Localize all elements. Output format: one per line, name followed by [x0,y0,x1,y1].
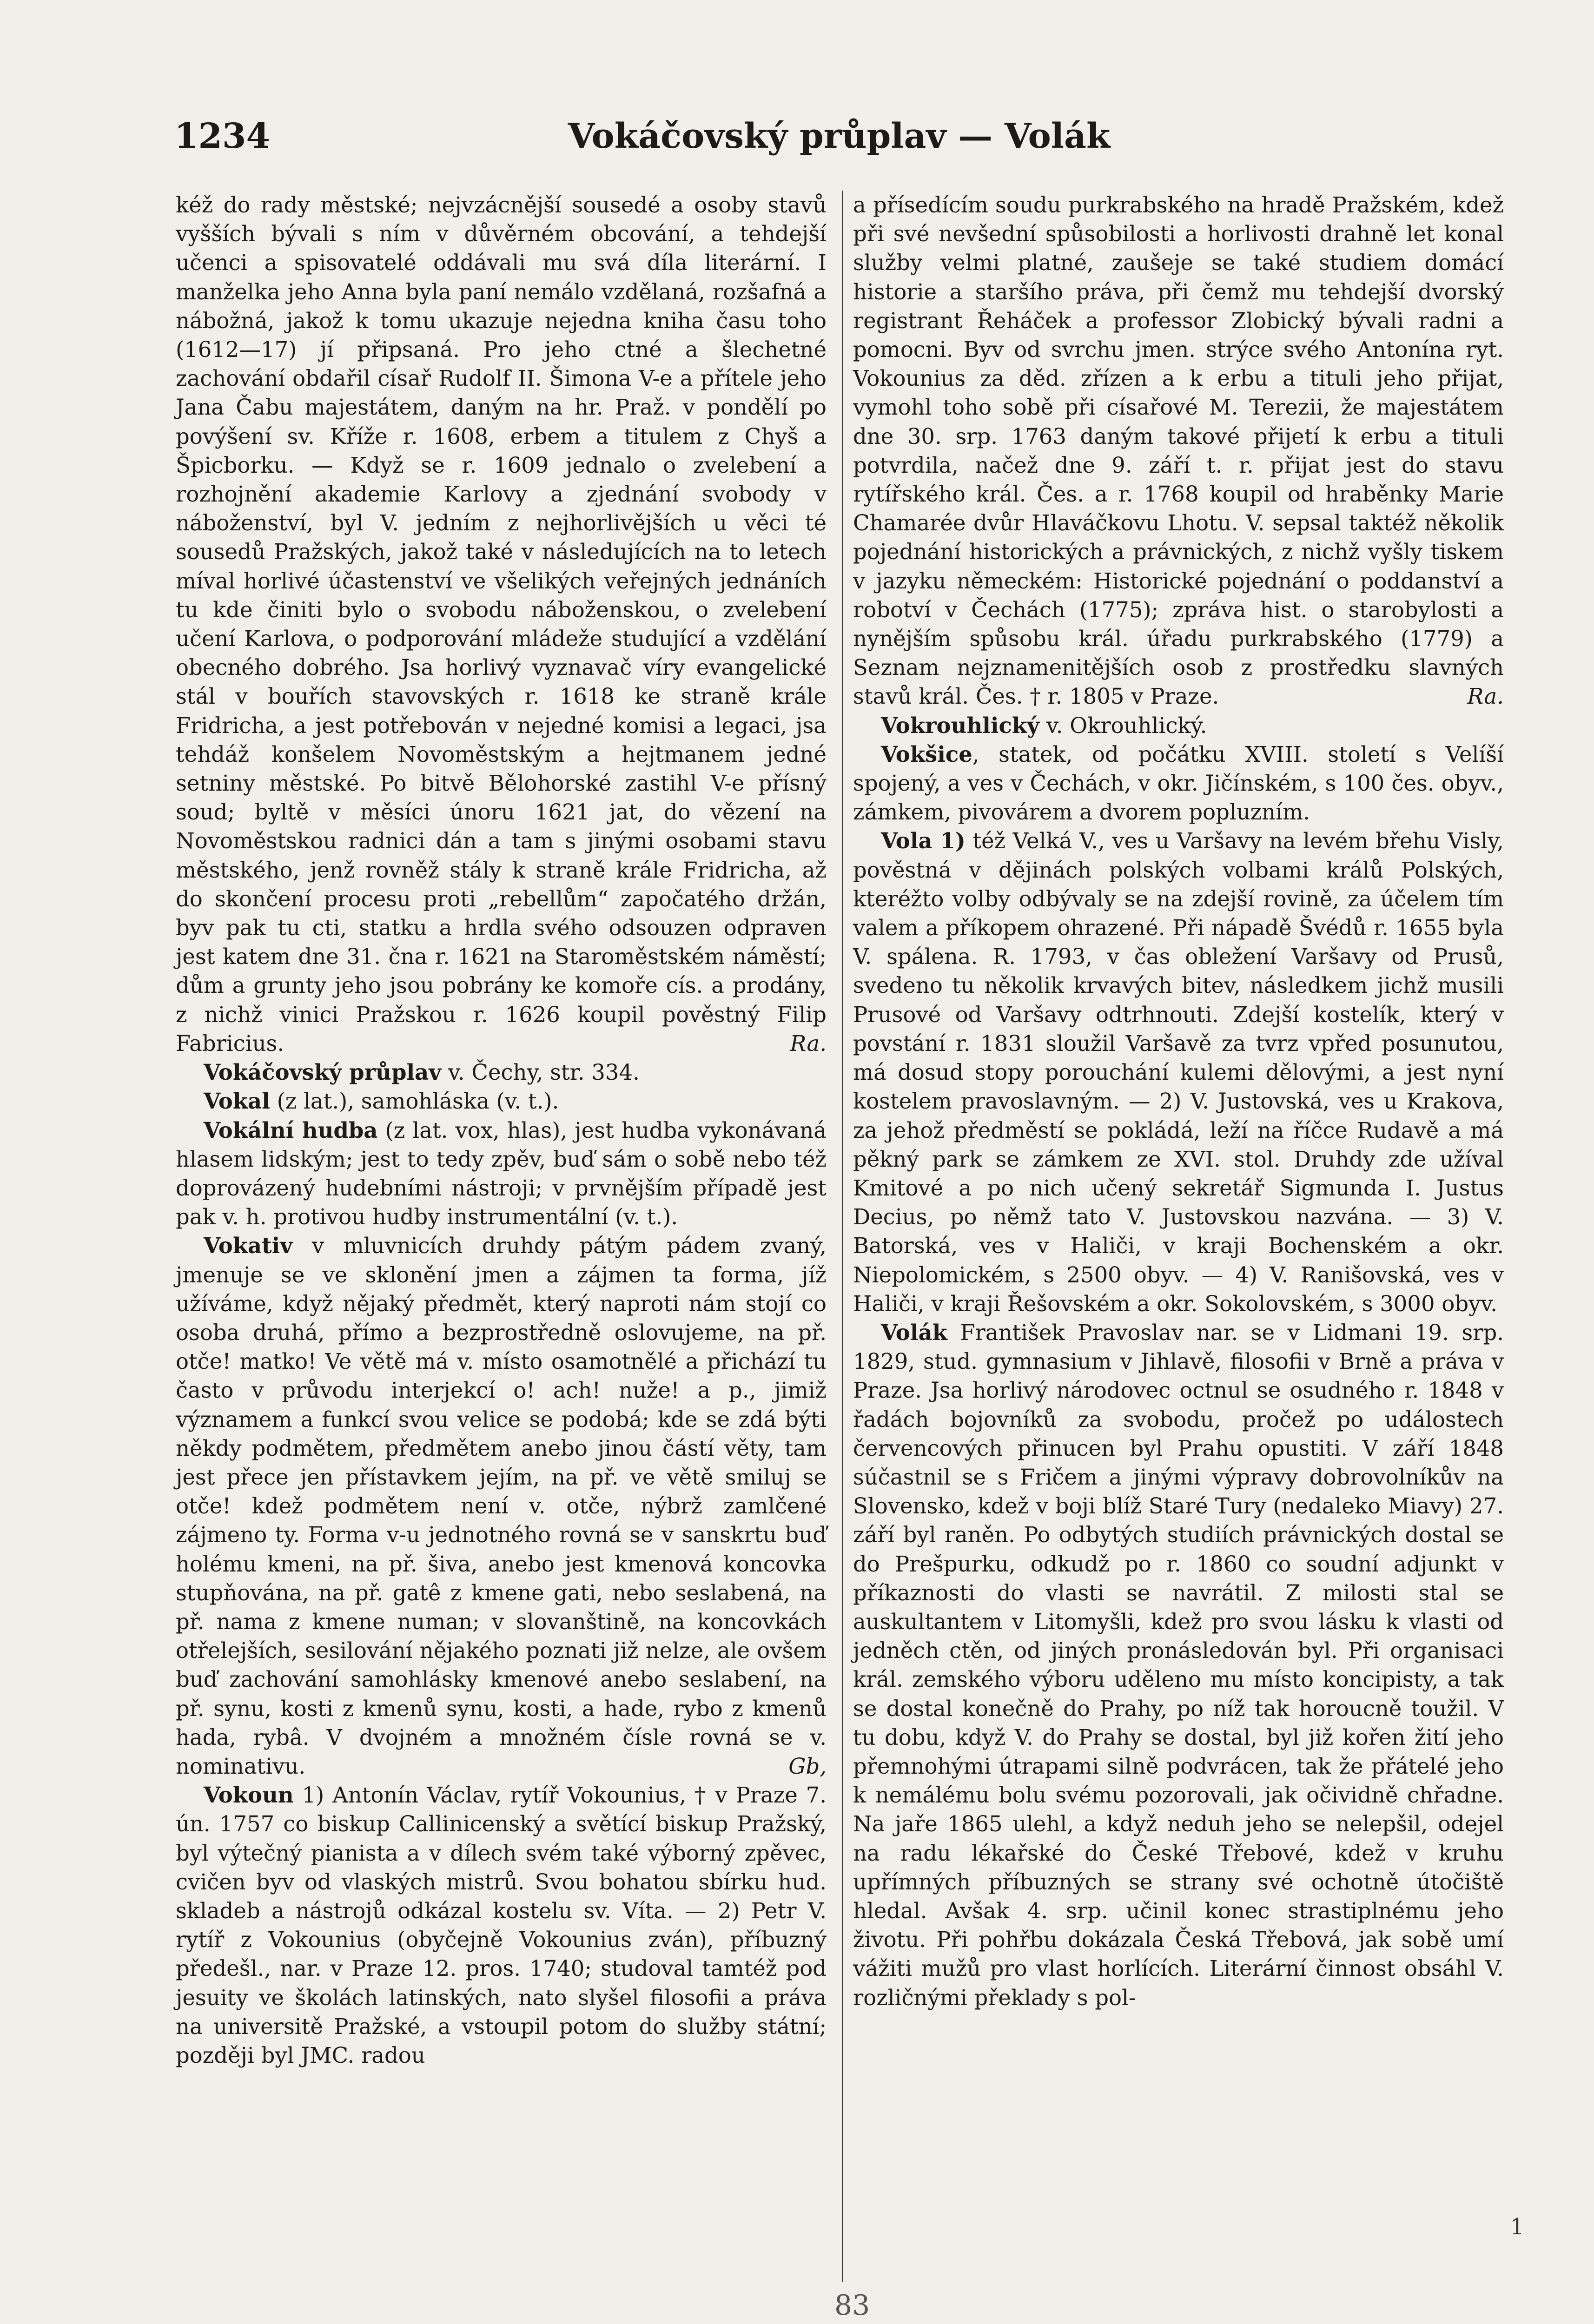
entry-text: (z lat.), samohláska (v. t.). [277,1089,559,1114]
author-sign: Gb, [788,1753,827,1779]
entry-head: Vokativ [204,1233,293,1259]
entry-text: v mluvnicích druhdy pátým pádem zvaný, jmenuje se ve sklonění jmen a zájmen ta forma, jíž užíváme, když nějaký předmět, který naproti nám stojí co osoba druhá, přímo a bezprostředně oslovujeme, na př. otče! matko! Ve větě má v. místo osamotnělé a přichází tu často v průvodu interjekcí o! ach! nuže! a p., jimiž významem a funkcí svou velice se podobá; kde se zdá býti někdy podmětem, předmětem anebo jinou částí věty, tam jest přece jen přístavkem jejím, na př. ve větě smiluj se otče! kdež podmětem není v. otče, nýbrž zamlčené zájmeno ty. Forma v-u jednotného rovná se v sanskrtu buď holému kmeni, na př. šiva, anebo jest kmenová koncovka stupňována, na př. gatê z kmene gati, nebo seslabená, na př. nama z kmene numan; v slovanštině, na koncovkách otřelejších, sesilování nějakého poznati již nelze, ale ovšem buď zachování samohlásky kmenové anebo seslabení, na př. synu, kosti z kmenů synu, kosti, a hade, rybo z kmenů hada, rybâ. V dvojném a množném čísle rovná se v. nominativu. [176,1233,827,1779]
column-divider [842,191,843,2282]
right-column [853,191,1504,2012]
author-sign: Ra. [1467,684,1504,709]
entry-text: (z lat. vox, hlas), jest hudba vykonávaná hlasem lidským; jest to tedy zpěv, buď sám o sobě nebo též doprovázený hudebními nástroji; v prvnějším případě jest pak v. h. protivou hudby instrumentální (v. t.). [176,1117,827,1230]
entry-vokoun [176,1781,827,2070]
entry-vokativ [176,1231,827,1781]
entry-head: Vokoun [204,1782,294,1808]
continuation-paragraph: a přísedícím soudu purkrabského na hradě Pražském, kdež při své nevšední spůsobilosti a horlivosti drahně let konal služby velmi platné, zaušeje se také studiem domácí historie a staršího práva, při čemž mu tehdejší dvorský registrant Řeháček a professor Zlobický bývali radni a pomocni. Byv od svrchu jmen. strýce svého Antonína ryt. Vokounius za děd. zřízen a k erbu a tituli jeho přijat, vymohl toho sobě při císařové M. Terezii, že majestátem dne 30. srp. 1763 daným takové přijetí k erbu a tituli potvrdila, načež dne 9. září t. r. přijat jest do stavu rytířského král. Čes. a r. 1768 koupil od hraběnky Marie Chamarée dvůr Hlaváčkovu Lhotu. V. sepsal taktéž několik pojednání historických a právnických, z nichž vyšly tiskem v jazyku německém: Historické pojednání o poddanství a robotví v Čechách (1775); zpráva hist. o starobylosti a nynějším spůsobu král. úřadu purkrabského (1779) a Seznam nejznamenitějších osob z prostředku slavných stavů král. Čes. † r. 1805 v Praze. Ra. [853,191,1504,711]
entry-voksice [853,740,1504,827]
entry-text: František Pravoslav nar. se v Lidmani 19. srp. 1829, stud. gymnasium v Jihlavě, filosofii v Brně a práva v Praze. Jsa horlivý národovec octnul se osudného r. 1848 v řadách bojovníků za svobodu, pročež po událostech červencových přinucen byl Prahu opustiti. V září 1848 súčastnil se s Fričem a jinými výpravy dobrovolníkův na Slovensko, kdež v boji blíž Staré Tury (nedaleko Miavy) 27. září byl raněn. Po odbytých studiích právnických dostal se do Prešpurku, odkudž po r. 1860 co soudní adjunkt v příkaznosti do vlasti se navrátil. Z milosti stal se auskultantem v Litomyšli, kdež pro svou lásku k vlasti od jedněch ctěn, od jiných pronásledován byl. Při organisaci král. zemského výboru uděleno mu místo koncipisty, a tak se dostal konečně do Prahy, po níž tak horoucně toužil. V tu dobu, když V. do Prahy se dostal, byl již kořen žití jeho přemnohými útrapami silně podvrácen, tak že přátelé jeho k nemálému bolu svému pozorovali, jak očividně chřadne. Na jaře 1865 ulehl, a když neduh jeho se nelepšil, odejel na radu lékařské do České Třebové, kdež v kruhu upřímných příbuzných se strany své ochotně útočiště hledal. Avšak 4. srp. učinil konec strastiplnému jeho životu. Při pohřbu dokázala Česká Třebová, jak sobě umí vážiti mužů pro vlast horlících. Literární činnost obsáhl V. rozličnými překlady s pol- [853,1320,1504,2010]
entry-head: Vokšice [881,741,972,767]
entry-vola [853,826,1504,1318]
entry-vokacovsky-pruplav [176,1058,827,1087]
margin-mark: 1 [1510,2214,1524,2240]
entry-text: , statek, od počátku XVIII. století s Velíší spojený, a ves v Čechách, v okr. Jičínském, s 100 čes. obyv., zámkem, pivovárem a dvorem popluzním. [853,741,1504,825]
entry-head: Vola 1) [881,828,966,854]
page-header [174,116,1504,167]
entry-text: v. Čechy, str. 334. [448,1060,640,1085]
entry-text: 1) Antonín Václav, rytíř Vokounius, † v Praze 7. ún. 1757 co biskup Callinicenský a světící biskup Pražský, byl výtečný pianista a v dílech svém také výborný zpěvec, cvičen byv od vlaských mistrů. Svou bohatou sbírku hud. skladeb a nástrojů odkázal kostelu sv. Víta. — 2) Petr V. rytíř z Vokounius (obyčejně Vokounius zván), příbuzný předešl., nar. v Praze 12. pros. 1740; studoval tamtéž pod jesuity ve školách latinských, nato slyšel filosofii a práva na universitě Pražské, a vstoupil potom do služby státní; později byl JMC. radou [176,1783,827,2068]
printer-signature: 83 [834,2289,870,2322]
entry-volak [853,1318,1504,2012]
page-number: 1234 [174,116,270,156]
author-sign: Ra. [790,1030,827,1056]
entry-vokal [176,1087,827,1116]
running-head: Vokáčovský průplav — Volák [568,116,1111,156]
continuation-paragraph: kéž do rady městské; nejvzácnější sousedé a osoby stavů vyšších bývali s ním v důvěrném obcování, a tehdejší učenci a spisovatelé oddávali mu svá díla literární. I manželka jeho Anna byla paní nemálo vzdělaná, rozšafná a nábožná, jakož k tomu ukazuje nejedna kniha času toho (1612—17) jí připsaná. Pro jeho ctné a šlechetné zachování obdařil císař Rudolf II. Šimona V-e a přítele jeho Jana Čabu majestátem, daným na hr. Praž. v pondělí po povýšení sv. Kříže r. 1608, erbem a titulem z Chyš a Špicborku. — Když se r. 1609 jednalo o zvelebení a rozhojnění akademie Karlovy a zjednání svobody v náboženství, byl V. jedním z nejhorlivějších u věci té sousedů Pražských, jakož také v následujících na to letech míval horlivé účastenství ve všelikých veřejných jednáních tu kde činiti bylo o svobodu náboženskou, o zvelebení učení Karlova, o podporování mládeže studující a vzdělání obecného dobrého. Jsa horlivý vyznavač víry evangelické stál v bouřích stavovských r. 1618 ke straně krále Fridricha, a jest potřebován v nejedné komisi a legaci, jsa tehdáž konšelem Novoměstským a hejtmanem jedné setniny městské. Po bitvě Bělohorské zastihl V-e přísný soud; byltě v měsíci únoru 1621 jat, do vězení na Novoměstskou radnici dán a tam s jinými osobami stavu městského, jenž rovněž stály k straně krále Fridricha, až do skončení procesu proti „rebellům“ započatého držán, byv pak tu cti, statku a hrdla svého odsouzen odpraven jest katem dne 31. čna r. 1621 na Staroměstském náměstí; dům a grunty jeho jsou pobrány ke komoře cís. a prodány, z nichž vinici Pražskou r. 1626 koupil pověstný Filip Fabricius. Ra. [176,191,827,1058]
entry-vokrouhlicky [853,711,1504,740]
entry-head: Vokální hudba [204,1117,378,1143]
entry-head: Vokal [204,1088,270,1114]
entry-head: Vokáčovský průplav [204,1059,442,1085]
entry-head: Vokrouhlický [881,712,1040,738]
entry-head: Volák [881,1319,947,1345]
entry-vokalni-hudba [176,1116,827,1232]
entry-text: v. Okrouhlický. [1046,713,1207,738]
left-column [176,191,827,2070]
entry-text: též Velká V., ves u Varšavy na levém břehu Visly, pověstná v dějinách polských volbami králů Polských, kteréžto volby odbývaly se na zdejší rovině, za účelem tím valem a příkopem ohrazené. Při nápadě Švédů r. 1655 byla V. spálena. R. 1793, v čas obležení Varšavy od Prusů, svedeno tu několik krvavých bitev, následkem jichž musili Prusové od Varšavy odtrhnouti. Zdejší kostelík, který v povstání r. 1831 sloužil Varšavě za tvrz vpřed posunutou, má dosud stopy porouchání kulemi dělovými, a jest nyní kostelem pravoslavným. — 2) V. Justovská, ves u Krakova, za jehož předměstí se pokládá, leží na říčce Rudavě a má pěkný park se zámkem ze XVI. stol. Druhdy zde užíval Kmitové a po nich učený sekretář Sigmunda I. Justus Decius, po němž tato V. Justovskou nazvána. — 3) V. Batorská, ves v Haliči, v kraji Bochenském a okr. Niepolomickém, s 2500 obyv. — 4) V. Ranišovská, ves v Haliči, v kraji Řešovském a okr. Sokolovském, s 3000 obyv. [853,828,1504,1316]
